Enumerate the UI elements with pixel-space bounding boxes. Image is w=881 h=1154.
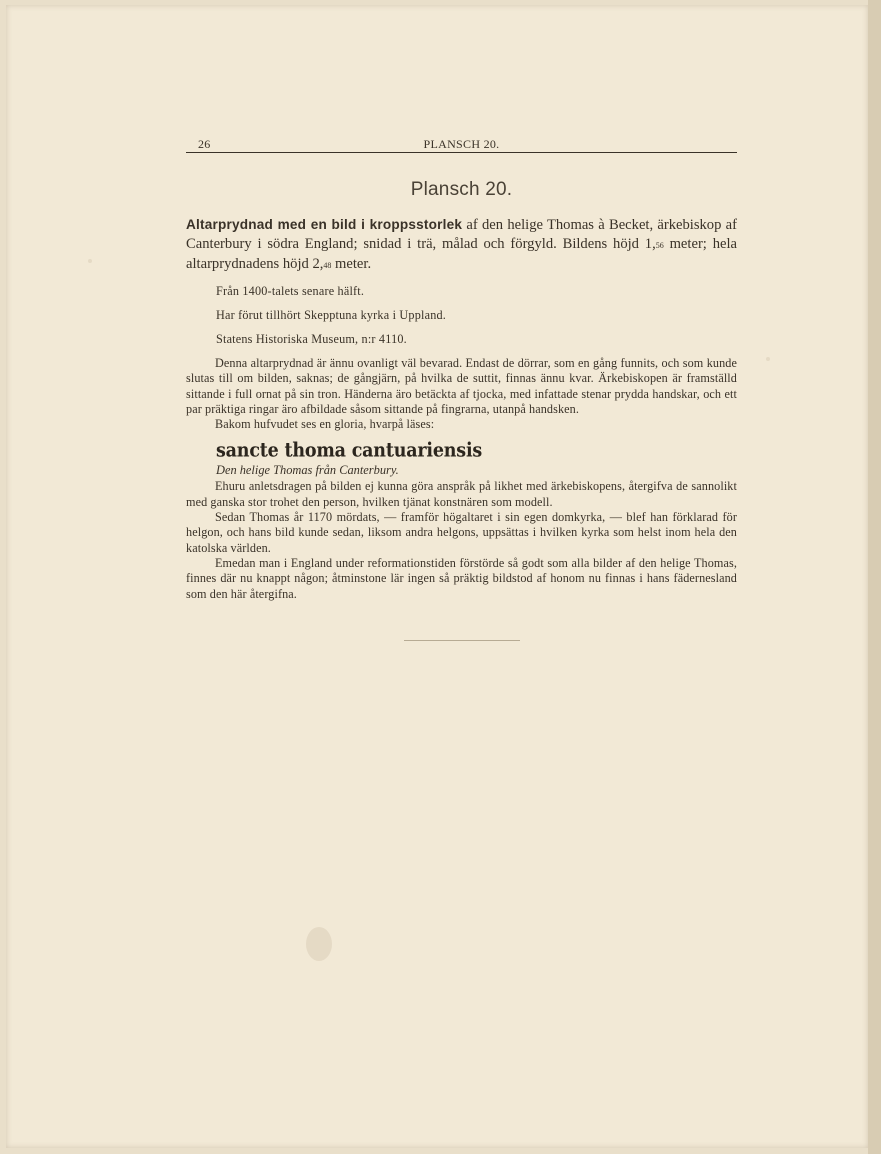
lead-bold-phrase: Altarprydnad med en bild i kroppsstorlek — [186, 217, 463, 232]
end-rule — [404, 640, 520, 641]
description-paragraph-1: Denna altarprydnad är ännu ovanligt väl bevarad. Endast de dörrar, som en gång funnits, och som kunde slutas till om bilden, saknas; de gångjärn, på hvilka de suttit, finnas ännu kvar. Ärkebiskopen är framställd sittande i full ornat på sin tron. Händerna äro betäckta af tjocka, med infattade stenar prydda handskar, och ett par präktiga ringar äro afbildade såsom sittande på fingrarna, utanpå handsken. — [186, 356, 737, 416]
lead-paragraph — [186, 215, 737, 275]
paper-stain-small — [766, 357, 770, 361]
note-provenance: Har förut tillhört Skepptuna kyrka i Uppland. — [216, 308, 447, 322]
lead-text-3: meter. — [331, 256, 372, 272]
halo-inscription: sancte thoma cantuariensis — [216, 440, 483, 463]
running-head — [186, 134, 737, 153]
lead-text-1: af den helige Thomas à Becket, ärkebiskop af Canterbury i södra England; snidad i trä, målad och förgyld. Bildens höjd 1, — [186, 217, 737, 252]
note-museum: Statens Historiska Museum, n:r 4110. — [216, 332, 407, 346]
statue-height-fraction: 56 — [655, 241, 664, 250]
page-content — [186, 134, 737, 641]
page-edge — [868, 0, 881, 1154]
page-number: 26 — [198, 137, 211, 151]
note-date: Från 1400-talets senare hälft. — [216, 284, 365, 298]
paper-stain-small — [88, 259, 92, 263]
description-paragraph-5: Emedan man i England under reformationstiden förstörde så godt som alla bilder af den helige Thomas, finnes där nu knappt någon; åtminstone lär ingen så präktig bildstod af honom nu finnas i hans fädernesland som den här återgifna. — [186, 555, 737, 601]
description-paragraph-2: Bakom hufvudet ses en gloria, hvarpå läses: — [215, 417, 435, 432]
inscription-translation: Den helige Thomas från Canterbury. — [216, 463, 399, 478]
description-paragraph-4: Sedan Thomas år 1170 mördats, — framför högaltaret i sin egen domkyrka, — blef han förklarad för helgon, och hans bild kunde sedan, liksom andra helgons, uppsättas i hvilken kyrka som helst inom hela den katolska världen. — [186, 510, 737, 555]
paper-stain — [306, 927, 332, 961]
lead-text-2: meter; hela altarprydnadens höjd 2, — [186, 236, 737, 272]
altarpiece-height-fraction: 48 — [323, 261, 332, 270]
description-paragraph-3: Ehuru anletsdragen på bilden ej kunna göra anspråk på likhet med ärkebiskopens, återgifva de sannolikt med ganska stor trohet den person, hvilken tjänat konstnären som modell. — [186, 479, 737, 509]
running-title: PLANSCH 20. — [423, 137, 500, 151]
plate-title: Plansch 20. — [410, 179, 513, 200]
